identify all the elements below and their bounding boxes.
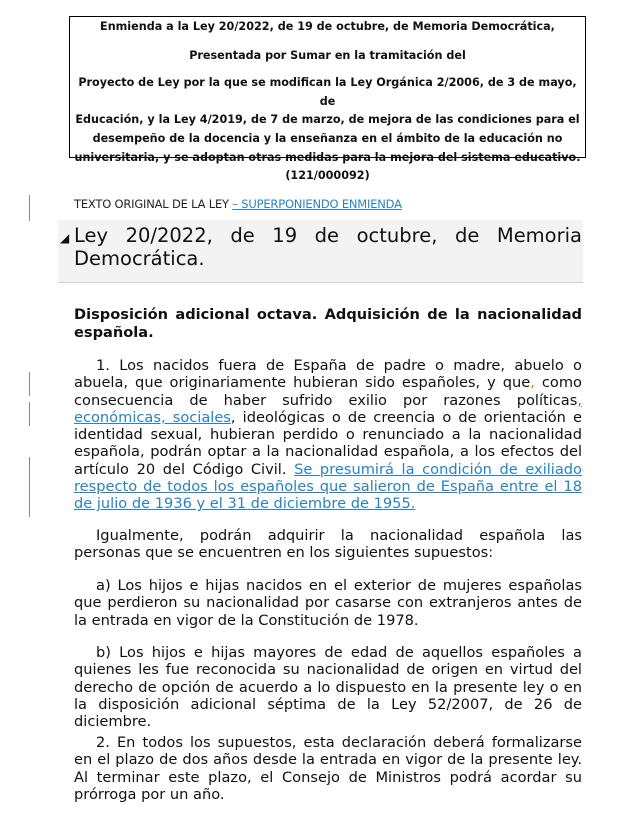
paragraph-b bbox=[74, 644, 582, 730]
header-line-2: Presentada por Sumar en la tramitación del bbox=[189, 48, 466, 62]
header-line-4: Educación, y la Ley 4/2019, de 7 de marzo, de mejora de las condiciones para el bbox=[75, 113, 580, 127]
change-bar bbox=[29, 372, 30, 396]
header-line-3: Proyecto de Ley por la que se modifican la Ley Orgánica 2/2006, de 3 de mayo, de bbox=[78, 76, 577, 108]
pa-text: a) Los hijos e hijas nacidos en el exterior de mujeres españolas que perdieron su nacionalidad por casarse con extranjeros antes de la entrada en vigor de la Constitución de 1978. bbox=[74, 577, 582, 629]
paragraph-a bbox=[74, 577, 582, 629]
amendment-header-box bbox=[69, 16, 586, 183]
p2-text: Igualmente, podrán adquirir la nacionalidad española las personas que se encuentren en los siguientes supuestos: bbox=[74, 527, 582, 562]
p1-text-a: 1. Los nacidos fuera de España de padre o madre, abuelo o abuela, que originariamente hubieran sido españoles, y que bbox=[74, 357, 582, 392]
law-title-block[interactable] bbox=[58, 220, 583, 283]
amendment-overlay-label[interactable]: – SUPERPONIENDO ENMIENDA bbox=[232, 197, 402, 211]
change-bar bbox=[29, 457, 30, 517]
header-line-7: (121/000092) bbox=[285, 169, 370, 183]
header-line-6: universitaria, y se adoptan otras medidas para la mejora del sistema educativo. bbox=[74, 150, 581, 164]
inserted-text-economicas: , económicas, sociales bbox=[74, 391, 582, 426]
paragraph-2 bbox=[74, 527, 582, 562]
original-text-label: TEXTO ORIGINAL DE LA LEY bbox=[74, 197, 233, 211]
collapse-triangle-icon[interactable]: ◢ bbox=[60, 231, 70, 245]
p3-text: 2. En todos los supuestos, esta declaración deberá formalizarse en el plazo de dos años desde la entrada en vigor de la presente ley. Al terminar este plazo, el Consejo de Ministros podrá acordar su prórroga por un año. bbox=[74, 734, 582, 803]
change-bar bbox=[29, 402, 30, 426]
inserted-text-presumption: Se presumirá la condición de exiliado respecto de todos los españoles que salieron de España entre el 18 de julio de 1936 y el 31 de diciembre de 1955. bbox=[74, 460, 582, 513]
header-line-1: Enmienda a la Ley 20/2022, de 19 de octubre, de Memoria Democrática, bbox=[100, 20, 555, 33]
change-bar bbox=[29, 195, 30, 221]
p1-text-e: , ideológicas o de creencia o de orientación e identidad sexual, hubieran perdido o renunciado a la nacionalidad española, podrán optar a la nacionalidad española, a los efectos del artículo 20 del Código Civil. bbox=[74, 408, 582, 478]
pb-text: b) Los hijos e hijas mayores de edad de aquellos españoles a quienes les fue reconocida su nacionalidad de origen en virtud del derecho de opción de acuerdo a lo dispuesto en la presente ley o en la disposición adicional séptima de la Ley 52/2007, de 26 de diciembre. bbox=[74, 644, 582, 731]
section-heading: Disposición adicional octava. Adquisición de la nacionalidad española. bbox=[74, 306, 582, 341]
header-line-5: desempeño de la docencia y la enseñanza en el ámbito de la educación no bbox=[92, 131, 563, 145]
text-mode-label bbox=[74, 197, 402, 211]
paragraph-1 bbox=[74, 357, 582, 513]
deleted-comma: , bbox=[530, 374, 535, 392]
law-title: Ley 20/2022, de 19 de octubre, de Memoria Democrática. bbox=[74, 224, 582, 270]
p1-text-c: como consecuencia de haber sufrido exilio por razones políticas bbox=[74, 374, 582, 409]
paragraph-3 bbox=[74, 734, 582, 803]
